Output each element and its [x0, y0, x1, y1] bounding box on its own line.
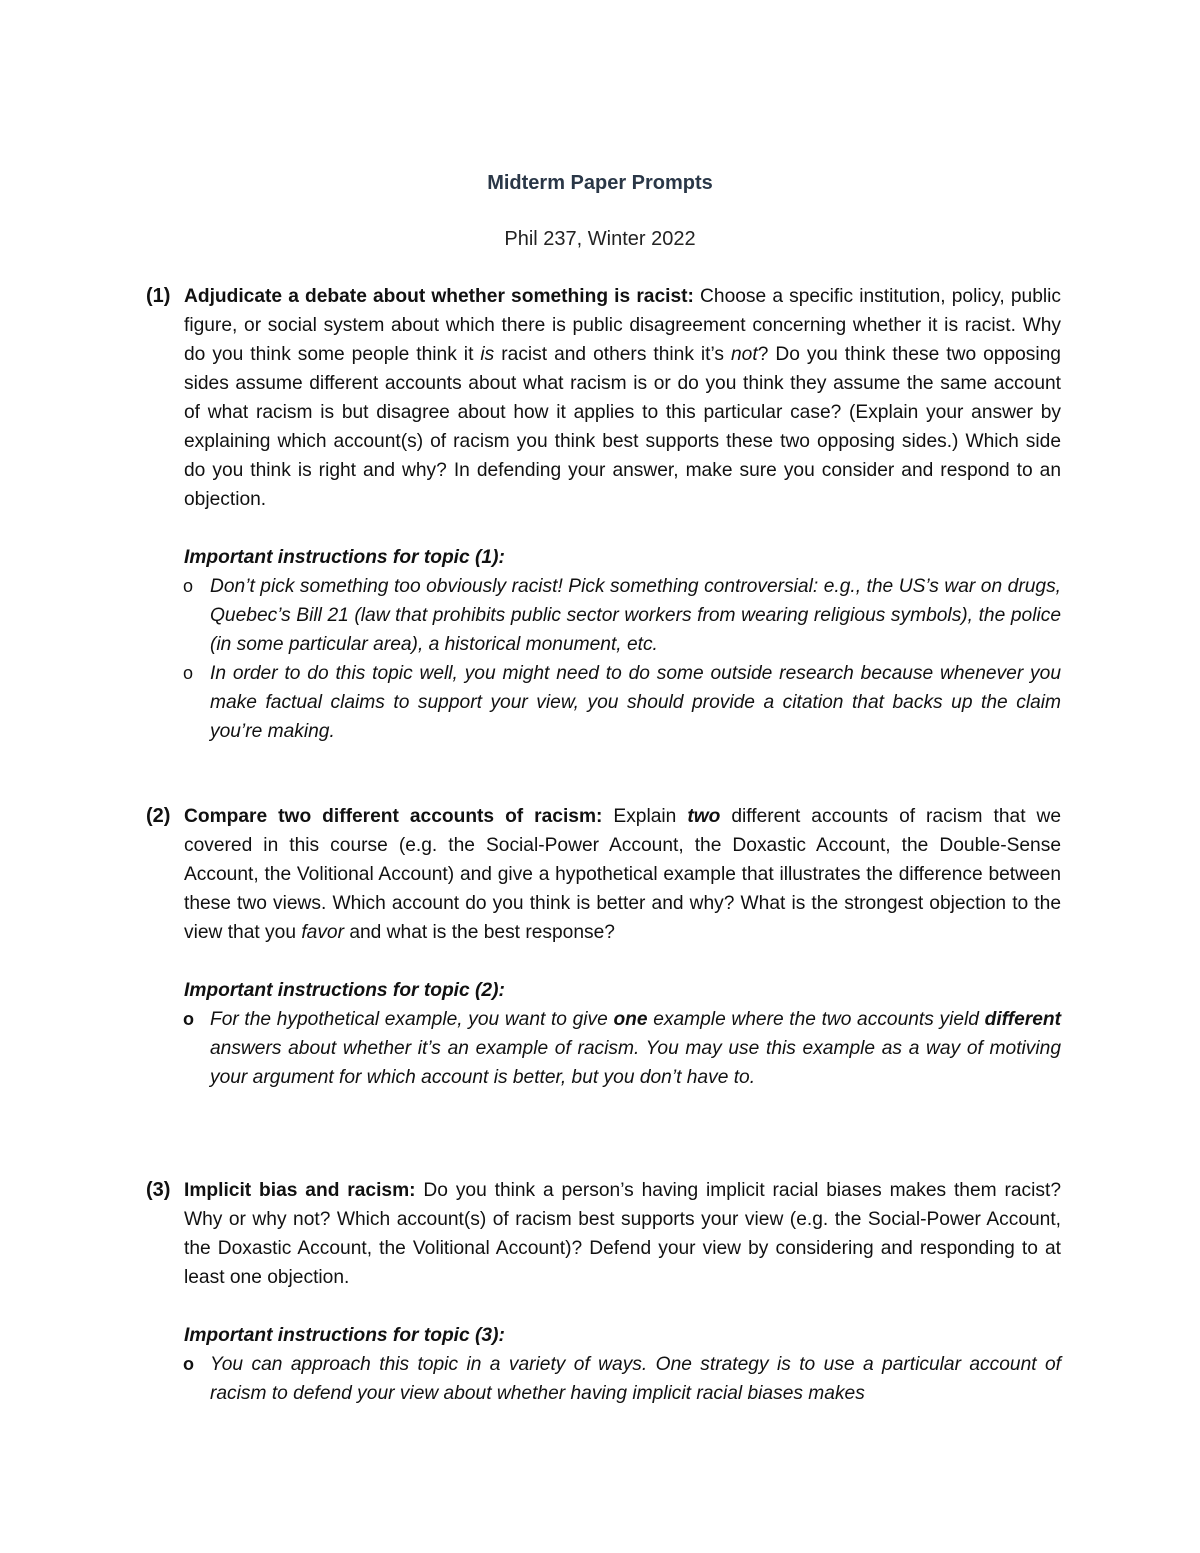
bullet-icon: o [183, 1354, 194, 1374]
instructions-list [146, 1350, 1061, 1408]
bullet-icon: o [183, 663, 194, 683]
topic-2 [146, 802, 1061, 1092]
topic-heading: Adjudicate a debate about whether something is racist: [184, 286, 694, 307]
topic-3 [146, 1176, 1061, 1408]
course-subtitle: Phil 237, Winter 2022 [504, 228, 696, 250]
instructions-heading: Important instructions for topic (2): [184, 980, 505, 1001]
topic-1 [146, 282, 1061, 746]
list-item: o You can approach this topic in a variety of ways. One strategy is to use a particular account of racism to defend your view about whether having implicit racial biases makes [210, 1350, 1061, 1408]
instructions-heading: Important instructions for topic (1): [184, 547, 505, 568]
list-item: o In order to do this topic well, you might need to do some outside research because whenever you make factual claims to support your view, you should provide a citation that backs up the claim you’re making. [210, 659, 1061, 746]
topic-number: (1) [146, 285, 171, 307]
topic-heading: Implicit bias and racism: [184, 1180, 416, 1201]
list-item: o For the hypothetical example, you want to give one example where the two accounts yield different answers about whether it’s an example of racism. You may use this example as a way of motiving your argument for which account is better, but you don’t have to. [210, 1005, 1061, 1092]
bullet-icon: o [183, 1009, 194, 1029]
instructions-list [146, 1005, 1061, 1092]
topic-heading: Compare two different accounts of racism: [184, 806, 603, 827]
topic-number: (3) [146, 1179, 171, 1201]
topic-prompt: Adjudicate a debate about whether something is racist: Choose a specific institution, policy, public figure, or social system about which there is public disagreement concerning whether it is racist. Why do you think some people think it is racist and others think it’s not? Do you think these two opposing sides assume different accounts about what racism is or do you think they assume the same account of what racism is but disagree about how it applies to this particular case? (Explain your answer by explaining which account(s) of racism you think best supports these two opposing sides.) Which side do you think is right and why? In defending your answer, make sure you consider and respond to an objection. [184, 286, 1061, 510]
list-item: o Don’t pick something too obviously racist! Pick something controversial: e.g., the US’s war on drugs, Quebec’s Bill 21 (law that prohibits public sector workers from wearing religious symbols), the police (in some particular area), a historical monument, etc. [210, 572, 1061, 659]
page-title: Midterm Paper Prompts [487, 172, 713, 194]
instructions-heading: Important instructions for topic (3): [184, 1325, 505, 1346]
topic-prompt: Implicit bias and racism: Do you think a person’s having implicit racial biases makes them racist? Why or why not? Which account(s) of racism best supports your view (e.g. the Social-Power Account, the Doxastic Account, the Volitional Account)? Defend your view by considering and responding to at least one objection. [184, 1180, 1061, 1288]
topic-prompt: Compare two different accounts of racism: Explain two different accounts of racism that we covered in this course (e.g. the Social-Power Account, the Doxastic Account, the Double-Sense Account, the Volitional Account) and give a hypothetical example that illustrates the difference between these two views. Which account do you think is better and why? What is the strongest objection to the view that you favor and what is the best response? [184, 806, 1062, 943]
bullet-icon: o [183, 576, 194, 596]
topic-number: (2) [146, 805, 171, 827]
instructions-list [146, 572, 1061, 746]
